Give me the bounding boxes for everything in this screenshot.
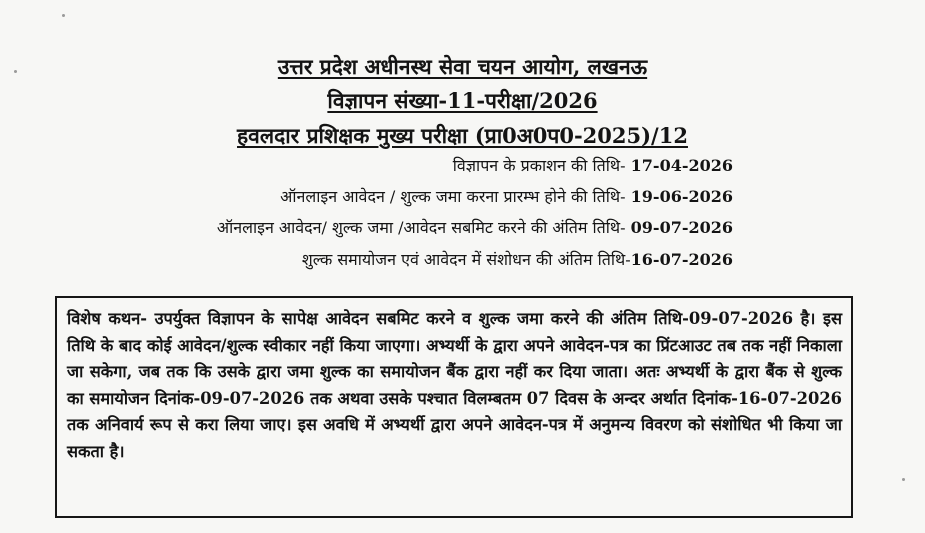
scan-speck bbox=[62, 14, 65, 17]
application-start-date-value: 19-06-2026 bbox=[630, 187, 733, 206]
scan-speck bbox=[902, 478, 905, 481]
publication-date-line bbox=[453, 156, 733, 176]
fee-reconciliation-date-label: शुल्क समायोजन एवं आवेदन में संशोधन की अंतिम तिथि- bbox=[301, 250, 631, 269]
exam-title-heading: हवलदार प्रशिक्षक मुख्य परीक्षा (प्रा0अ0प0-2025)/12 bbox=[237, 123, 688, 148]
special-notice-box bbox=[55, 296, 853, 518]
special-notice-text: विशेष कथन- उपर्युक्त विज्ञापन के सापेक्ष आवेदन सबमिट करने व शुल्क जमा करने की अंतिम तिथि-09-07-2026 है। इस तिथि के बाद कोई आवेदन/शुल्क स्वीकार नहीं किया जाएगा। अभ्यर्थी के द्वारा अपने आवेदन-पत्र का प्रिंटआउट तब तक नहीं निकाला जा सकेगा, जब तक कि उसके द्वारा जमा शुल्क का समायोजन बैंक द्वारा नहीं कर दिया जाता। अतः अभ्यर्थी के द्वारा बैंक से शुल्क का समायोजन दिनांक-09-07-2026 तक अथवा उसके पश्चात विलम्बतम 07 दिवस के अन्दर अर्थात दिनांक-16-07-2026 तक अनिवार्य रूप से करा लिया जाए। इस अवधि में अभ्यर्थी द्वारा अपने आवेदन-पत्र में अनुमन्य विवरण को संशोधित भी किया जा सकता है। bbox=[67, 309, 842, 461]
fee-reconciliation-date-value: 16-07-2026 bbox=[630, 250, 733, 269]
advertisement-number-heading: विज्ञापन संख्या-11-परीक्षा/2026 bbox=[327, 88, 598, 113]
fee-reconciliation-date-line bbox=[302, 250, 733, 270]
publication-date-label: विज्ञापन के प्रकाशन की तिथि- bbox=[452, 156, 631, 175]
organization-heading: उत्तर प्रदेश अधीनस्थ सेवा चयन आयोग, लखनऊ bbox=[277, 54, 648, 79]
publication-date-value: 17-04-2026 bbox=[630, 156, 733, 175]
application-last-date-label: ऑनलाइन आवेदन/ शुल्क जमा /आवेदन सबमिट करने की अंतिम तिथि- bbox=[216, 218, 631, 237]
application-start-date-label: ऑनलाइन आवेदन / शुल्क जमा करना प्रारम्भ होने की तिथि- bbox=[280, 187, 631, 206]
application-last-date-value: 09-07-2026 bbox=[630, 218, 733, 237]
application-last-date-line bbox=[217, 218, 733, 238]
application-start-date-line bbox=[280, 187, 733, 207]
